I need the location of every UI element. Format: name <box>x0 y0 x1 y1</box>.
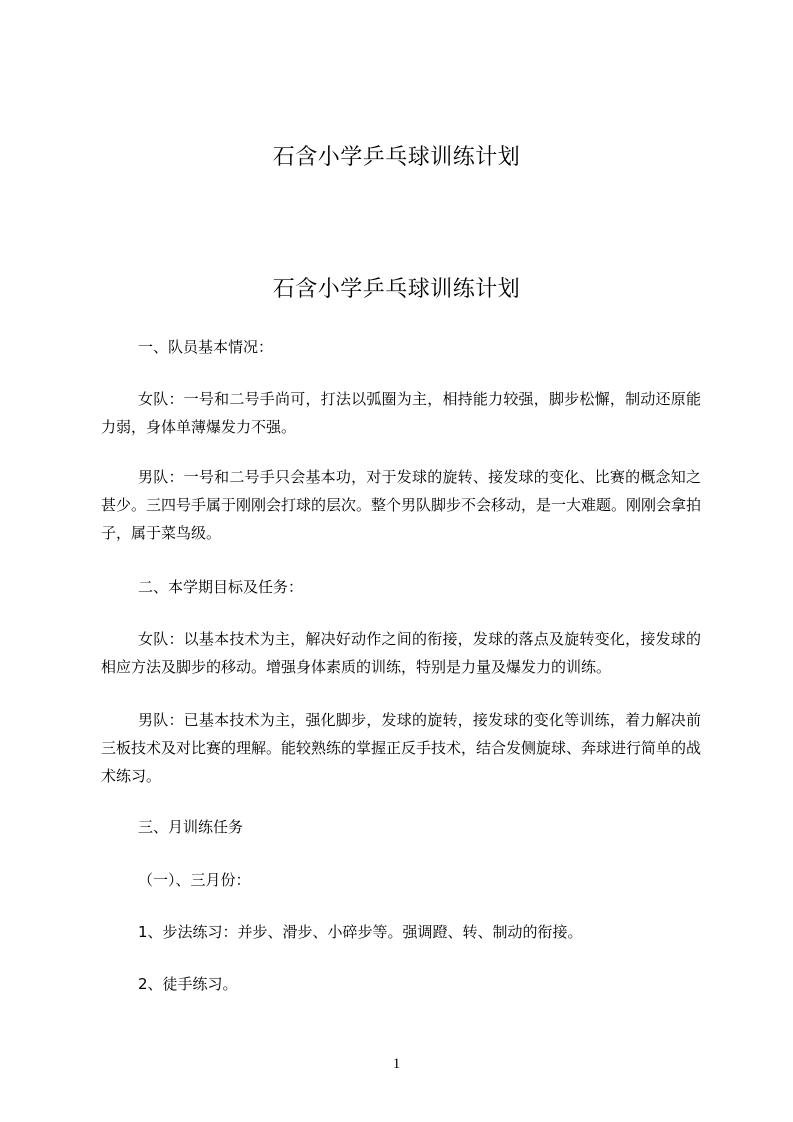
section-2-women-paragraph: 女队：以基本技术为主，解决好动作之间的衔接，发球的落点及旋转变化，接发球的相应方法及脚步的移动。增强身体素质的训练，特别是力量及爆发力的训练。 <box>101 630 701 676</box>
section-3-item-2: 2、徒手练习。 <box>138 975 238 993</box>
section-2-men-paragraph: 男队：已基本技术为主，强化脚步，发球的旋转，接发球的变化等训练，着力解决前三板技术及对比赛的理解。能较熟练的掌握正反手技术，结合发侧旋球、奔球进行简单的战术练习。 <box>101 711 702 785</box>
section-2-heading: 二、本学期目标及任务： <box>138 578 304 596</box>
section-1-men-paragraph: 男队：一号和二号手只会基本功，对于发球的旋转、接发球的变化、比赛的概念知之甚少。三四号手属于刚刚会打球的层次。整个男队脚步不会移动，是一大难题。刚刚会拿拍子，属于菜鸟级。 <box>101 468 702 542</box>
section-1-women-paragraph: 女队：一号和二号手尚可，打法以弧圈为主，相持能力较强，脚步松懈，制动还原能力弱，身体单薄爆发力不强。 <box>101 390 701 436</box>
section-3-subheading: （一）、三月份： <box>138 871 251 889</box>
document-title-main: 石含小学乒乓球训练计划 <box>272 277 521 302</box>
page-number: 1 <box>392 1056 401 1072</box>
section-3-item-1: 1、步法练习：并步、滑步、小碎步等。强调蹬、转、制动的衔接。 <box>138 923 583 941</box>
section-1-heading: 一、队员基本情况： <box>138 338 274 356</box>
section-3-heading: 三、月训练任务 <box>138 818 244 836</box>
document-title-top: 石含小学乒乓球训练计划 <box>272 145 521 170</box>
